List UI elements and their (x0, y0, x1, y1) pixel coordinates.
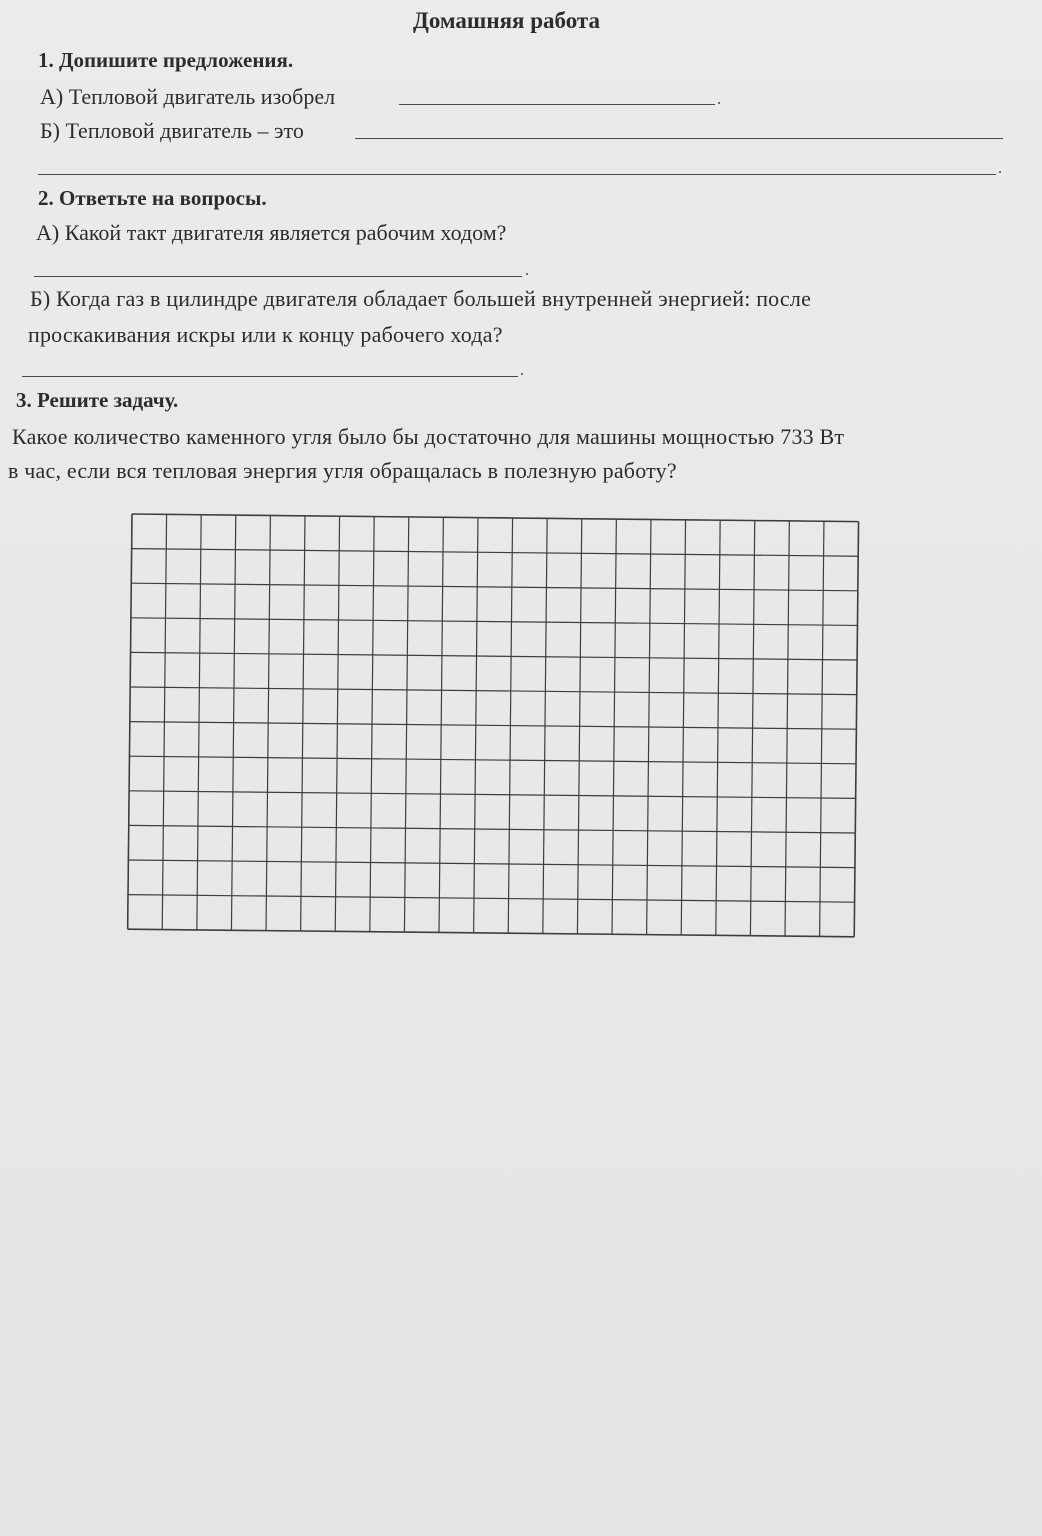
section-2-heading: 2. Ответьте на вопросы. (38, 186, 267, 210)
worksheet-title: Домашняя работа (413, 8, 600, 33)
section-2-question-b-line-2: проскакивания искры или к концу рабочего хода? (28, 322, 503, 347)
answer-line-2a[interactable] (34, 276, 522, 277)
period-mark (999, 171, 1001, 173)
grid-horizontal-line (128, 860, 855, 868)
section-3-problem-line-1: Какое количество каменного угля было бы достаточно для машины мощностью 733 Вт (12, 424, 845, 449)
grid-horizontal-line (128, 929, 855, 937)
grid-horizontal-line (130, 687, 857, 695)
period-mark (521, 373, 523, 375)
period-mark (718, 102, 720, 104)
section-2-question-b-line-1: Б) Когда газ в цилиндре двигателя обладает большей внутренней энергией: после (30, 286, 812, 311)
grid-horizontal-line (132, 549, 859, 557)
section-1-item-b: Б) Тепловой двигатель – это (40, 118, 304, 143)
grid-horizontal-line (132, 514, 859, 522)
answer-line-1a[interactable] (399, 104, 715, 105)
grid-horizontal-line (129, 756, 856, 764)
answer-line-2b[interactable] (22, 376, 518, 377)
answer-line-1b[interactable] (355, 138, 1003, 139)
answer-grid[interactable] (126, 513, 861, 961)
grid-horizontal-line (129, 825, 856, 833)
grid-horizontal-line (131, 618, 858, 626)
section-3-heading: 3. Решите задачу. (16, 388, 179, 412)
section-1-heading: 1. Допишите предложения. (38, 48, 294, 72)
section-3-problem-line-2: в час, если вся тепловая энергия угля обращалась в полезную работу? (8, 458, 677, 483)
grid-horizontal-line (128, 895, 855, 903)
section-1-item-a: А) Тепловой двигатель изобрел (40, 84, 336, 109)
grid-horizontal-line (130, 722, 857, 730)
grid-horizontal-line (131, 652, 858, 660)
section-2-question-a: А) Какой такт двигателя является рабочим ходом? (36, 220, 507, 245)
grid-horizontal-line (131, 583, 858, 591)
answer-line-1b-continued[interactable] (38, 174, 996, 175)
period-mark (526, 273, 528, 275)
grid-horizontal-line (129, 791, 856, 799)
